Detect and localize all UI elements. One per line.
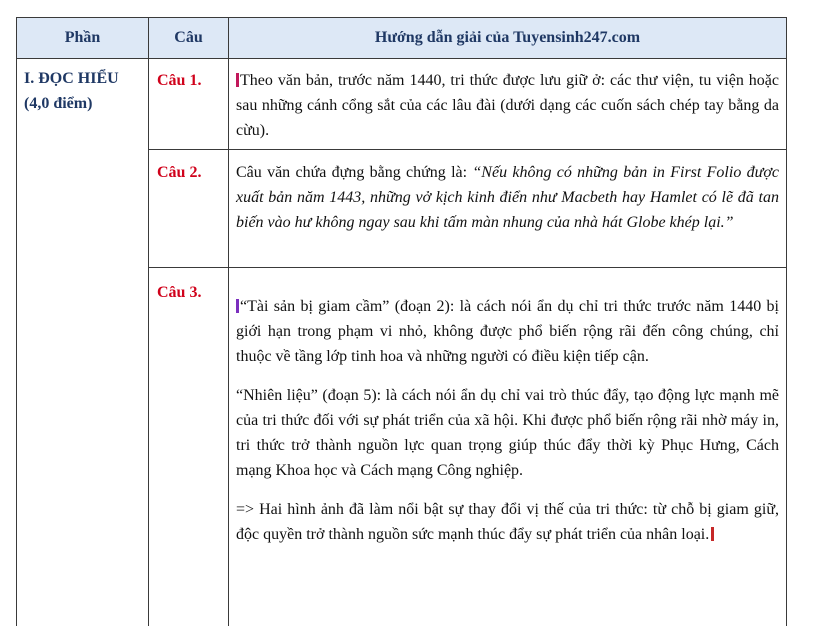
section-cell xyxy=(24,66,144,116)
header-part-label: Phần xyxy=(64,29,101,46)
col1-divider xyxy=(148,17,149,626)
answer-3-paragraph-1: “Tài sản bị giam cầm” (đoạn 2): là cách nói ẩn dụ chỉ tri thức trước năm 1440 bị giới hạn trong phạm vi nhỏ, không được phổ biến rộng rãi đến công chúng, chỉ thuộc về tầng lớp tinh hoa và những người có điều kiện tiếp cận. xyxy=(236,298,779,365)
answer-3-paragraph-3: => Hai hình ảnh đã làm nổi bật sự thay đổi vị thế của tri thức: từ chỗ bị giam giữ, độc quyền trở thành nguồn sức mạnh thúc đẩy sự phát triển của nhân loại. xyxy=(236,501,779,543)
header-cell-guide xyxy=(229,18,786,58)
question-label-1: Câu 1. xyxy=(157,72,202,89)
answer-1 xyxy=(236,68,779,143)
header-guide-label: Hướng dẫn giải của Tuyensinh247.com xyxy=(374,29,641,46)
col2-divider xyxy=(228,17,229,626)
header-divider xyxy=(16,58,787,59)
answer-2-intro: Câu văn chứa đựng bằng chứng là: xyxy=(236,164,473,181)
comment-marker-icon xyxy=(711,527,714,541)
table-border-right xyxy=(786,17,787,626)
section-points: (4,0 điểm) xyxy=(24,95,93,112)
header-cell-question xyxy=(149,18,228,58)
section-title: I. ĐỌC HIỂU xyxy=(24,70,119,87)
answer-3 xyxy=(236,294,779,547)
answer-1-text: Theo văn bản, trước năm 1440, tri thức được lưu giữ ở: các thư viện, tu viện hoặc sau những cánh cổng sắt của các lâu đài (dưới dạng các cuốn sách chép tay bằng da cừu). xyxy=(236,72,779,139)
header-question-label: Câu xyxy=(174,29,203,46)
question-label-3: Câu 3. xyxy=(157,284,202,301)
question-label-2: Câu 2. xyxy=(157,164,202,181)
answer-3-paragraph-2: “Nhiên liệu” (đoạn 5): là cách nói ẩn dụ chỉ vai trò thúc đẩy, tạo động lực mạnh mẽ của tri thức đối với sự phát triển của xã hội. Khi được phổ biến rộng rãi nhờ máy in, tri thức trở thành nguồn lực quan trọng giúp thúc đẩy thời kỳ Phục Hưng, Cách mạng Khoa học và Cách mạng Công nghiệp. xyxy=(236,387,779,479)
answer-2 xyxy=(236,160,779,235)
table-border-left xyxy=(16,17,17,626)
header-cell-part xyxy=(17,18,148,58)
row2-divider xyxy=(148,267,787,268)
row1-divider xyxy=(148,149,787,150)
comment-marker-icon xyxy=(236,73,239,87)
answer-2-quote: “Nếu không có những bản in First Folio được xuất bản năm 1443, những vở kịch kinh điển như Macbeth hay Hamlet có lẽ đã tan biến vào hư không ngay sau khi tấm màn nhung của nhà hát Globe khép lại.” xyxy=(236,164,779,231)
comment-marker-icon xyxy=(236,299,239,313)
